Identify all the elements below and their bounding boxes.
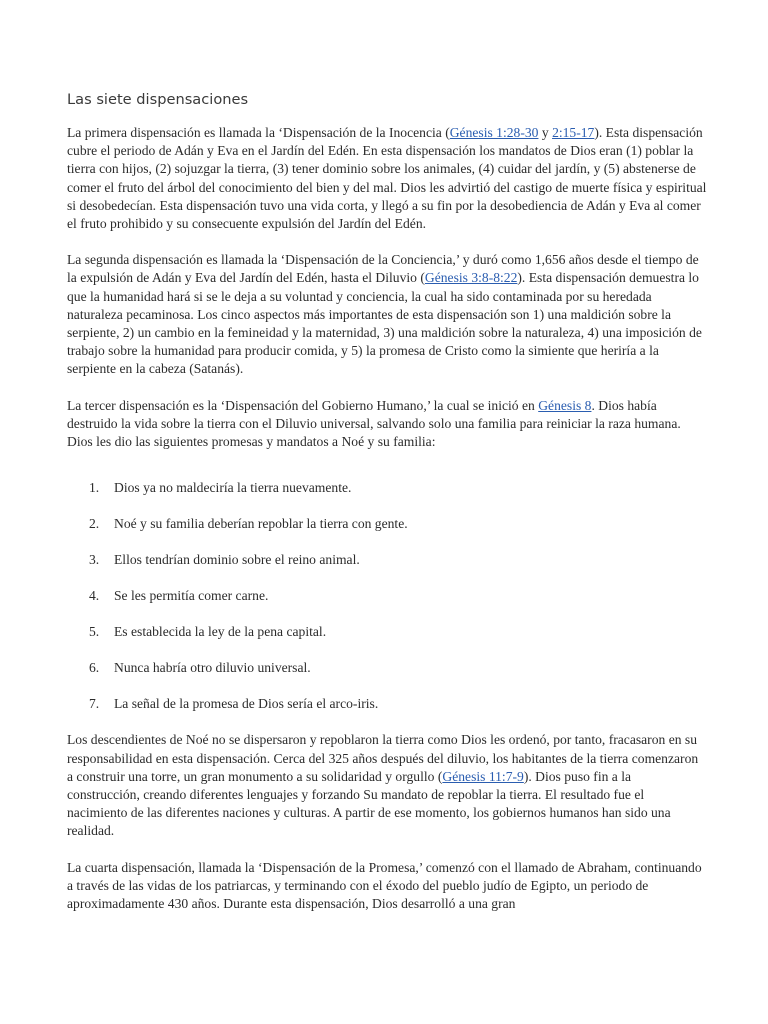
list-item-number: 6. <box>89 660 100 676</box>
list-item <box>67 695 707 713</box>
link-genesis-8[interactable]: Génesis 8 <box>538 397 592 413</box>
link-genesis-1-28-30[interactable]: Génesis 1:28-30 <box>449 125 539 140</box>
list-item <box>67 623 707 641</box>
paragraph-text: La tercer dispensación es la ‘Dispensación del Gobierno Humano,’ la cual se inició en <box>67 397 539 413</box>
paragraph-fourth-dispensation <box>67 859 707 914</box>
list-item <box>67 479 707 497</box>
list-item-text: Ellos tendrían dominio sobre el reino animal. <box>114 552 360 568</box>
paragraph-text: Los descendientes de Noé no se dispersaron y repoblaron la tierra como Dios les ordenó, por tanto, fracasaron en su responsabilidad en esta dispensación. Cerca del 325 años después del diluvio, los habitantes de la tierra comenzaron a construir una torre, un gran monumento a su solidaridad y orgullo ( <box>67 732 699 784</box>
paragraph-text: La primera dispensación es llamada la ‘Dispensación de la Inocencia ( <box>67 125 450 140</box>
list-item-text: Se les permitía comer carne. <box>114 588 269 604</box>
list-item-number: 1. <box>89 480 100 496</box>
paragraph-descendants-of-noah <box>67 731 707 840</box>
link-genesis-2-15-17[interactable]: 2:15-17 <box>552 125 595 140</box>
paragraph-second-dispensation <box>67 251 707 378</box>
list-item <box>67 659 707 677</box>
paragraph-text: ). Esta dispensación cubre el periodo de Adán y Eva en el Jardín del Edén. En esta dispensación los mandatos de Dios eran (1) poblar la tierra con hijos, (2) sojuzgar la tierra, (3) tener dominio sobre los animales, (4) cuidar del jardín, y (5) abstenerse de comer el fruto del árbol del conocimiento del bien y del mal. Dios les advirtió del castigo de muerte física y espiritual si desobedecían. Esta dispensación tuvo una vida corta, y llegó a su fin por la desobediencia de Adán y Eva al comer el fruto prohibido y su consecuente expulsión del Jardín del Edén. <box>67 125 707 232</box>
paragraph-text: ). Esta dispensación demuestra lo que la humanidad hará si se le deja a su voluntad y conciencia, la cual ha sido contaminada por su heredada naturaleza pecaminosa. Los cinco aspectos más importantes de esta dispensación son 1) una maldición sobre la serpiente, 2) un cambio en la femineidad y la maternidad, 3) una maldición sobre la naturaleza, 4) una imposición de trabajo sobre la humanidad para producir comida, y 5) la promesa de Cristo como la simiente que heriría a la serpiente en la cabeza (Satanás). <box>67 270 702 377</box>
list-item-text: Noé y su familia deberían repoblar la tierra con gente. <box>114 516 408 532</box>
list-item-text: Nunca habría otro diluvio universal. <box>114 660 311 676</box>
paragraph-text: y <box>538 125 553 140</box>
list-item-text: La señal de la promesa de Dios sería el arco-iris. <box>114 696 379 712</box>
list-item-number: 2. <box>89 516 100 532</box>
promises-list <box>67 479 707 713</box>
list-item <box>67 587 707 605</box>
list-item-text: Es establecida la ley de la pena capital. <box>114 624 327 640</box>
list-item-text: Dios ya no maldeciría la tierra nuevamente. <box>114 480 352 496</box>
paragraph-text: . Dios había destruido la vida sobre la tierra con el Diluvio universal, salvando solo una familia para reiniciar la raza humana. Dios les dio las siguientes promesas y mandatos a Noé y su familia: <box>67 397 681 450</box>
list-item-number: 4. <box>89 588 100 604</box>
page-title: Las siete dispensaciones <box>67 91 249 108</box>
paragraph-text: ). Dios puso fin a la construcción, creando diferentes lenguajes y forzando Su mandato de repoblar la tierra. El resultado fue el nacimiento de las diferentes naciones y culturas. A partir de ese momento, los gobiernos humanos han sido una realidad. <box>67 768 671 839</box>
link-genesis-11-7-9[interactable]: Génesis 11:7-9 <box>442 768 524 784</box>
list-item-number: 7. <box>89 696 100 712</box>
link-genesis-3-8-8-22[interactable]: Génesis 3:8-8:22 <box>424 270 518 286</box>
paragraph-first-dispensation <box>67 124 707 233</box>
list-item <box>67 551 707 569</box>
paragraph-text: La segunda dispensación es llamada la ‘Dispensación de la Conciencia,’ y duró como 1,656 años desde el tiempo de la expulsión de Adán y Eva del Jardín del Edén, hasta el Diluvio ( <box>67 252 699 286</box>
list-item-number: 5. <box>89 624 100 640</box>
list-item-number: 3. <box>89 552 100 568</box>
paragraph-third-dispensation <box>67 397 707 452</box>
list-item <box>67 515 707 533</box>
document-page <box>67 90 707 931</box>
paragraph-text: La cuarta dispensación, llamada la ‘Dispensación de la Promesa,’ comenzó con el llamado de Abraham, continuando a través de las vidas de los patriarcas, y terminando con el éxodo del pueblo judío de Egipto, un periodo de aproximadamente 430 años. Durante esta dispensación, Dios desarrolló a una gran <box>67 859 702 912</box>
